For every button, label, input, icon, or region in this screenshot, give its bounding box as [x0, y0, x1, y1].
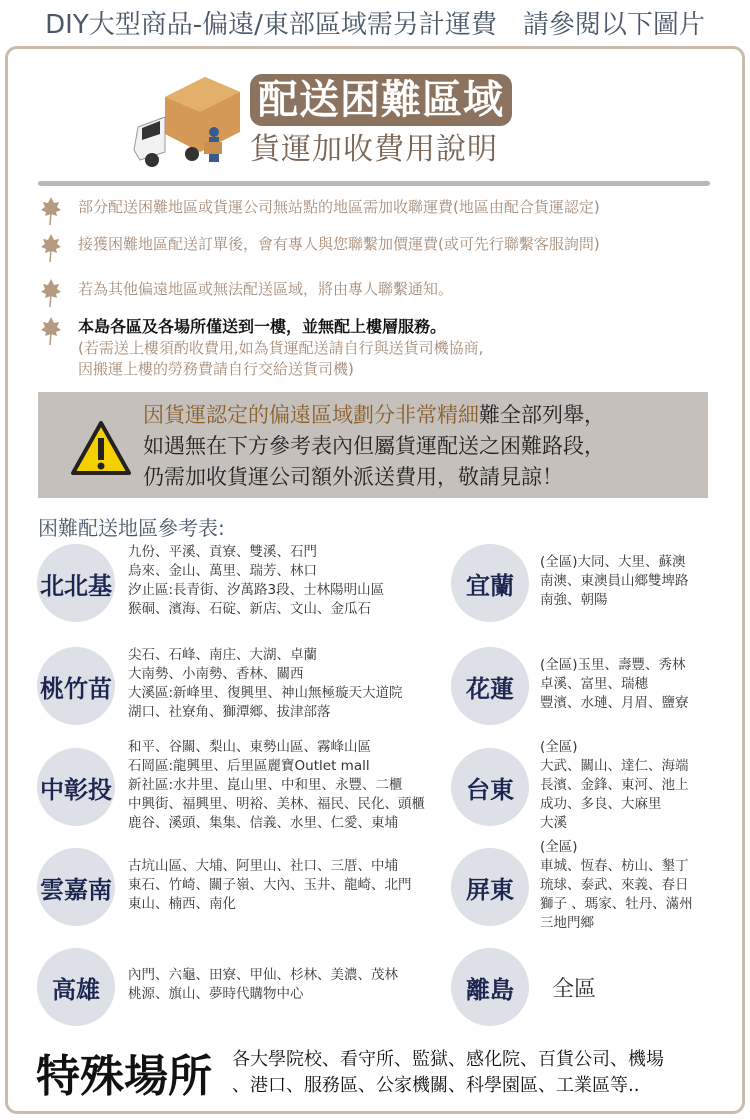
- region-areas: [540, 656, 689, 713]
- region-areas: [128, 857, 412, 914]
- region-area-line: 尖石、石峰、南庄、大湖、卓蘭: [128, 647, 317, 663]
- bullet-text: 部分配送困難地區或貨運公司無站點的地區需加收聯運費(地區由配合貨運認定): [78, 198, 600, 216]
- region-area-line: 卓溪、富里、瑞穗: [540, 675, 648, 692]
- maple-leaf-icon: [40, 196, 62, 226]
- region-area-line: (全區): [540, 838, 578, 855]
- bullet-text: 本島各區及各場所僅送到一樓，並無配上樓層服務。: [78, 317, 447, 336]
- region-areas: [128, 646, 403, 722]
- region-area-line: 桃源、旗山、夢時代購物中心: [128, 986, 304, 1002]
- region-area-line: 豐濱、水璉、月眉、鹽寮: [540, 694, 689, 711]
- bullet-item: [40, 278, 453, 308]
- region-area-line: (全區): [540, 738, 578, 755]
- region-area-line: 九份、平溪、貢寮、雙溪、石門: [128, 544, 317, 560]
- special-places-text: [232, 1047, 664, 1099]
- region-name-badge: 桃竹苗: [37, 647, 115, 725]
- region-area-line: 車城、恆春、枋山、墾丁: [540, 857, 689, 874]
- delivery-truck-icon: [130, 72, 245, 172]
- region-area-line: 大溪: [540, 814, 567, 831]
- region-area-line: 猴硐、濱海、石碇、新店、文山、金瓜石: [128, 601, 371, 617]
- special-places-title: 特殊場所: [36, 1051, 212, 1102]
- region-areas: [128, 966, 398, 1004]
- page-title: DIY大型商品-偏遠/東部區域需另計運費 請參閱以下圖片: [45, 10, 705, 40]
- bullet-subtext: (若需送上樓須酌收費用,如為貨運配送請自行與送貨司機協商,: [78, 339, 484, 357]
- bullet-item: [40, 233, 600, 263]
- special-line2: 、港口、服務區、公家機關、科學園區、工業區等..: [232, 1075, 640, 1096]
- maple-leaf-icon: [40, 233, 62, 263]
- region-area-line: 東石、竹崎、關子嶺、大內、玉井、龍崎、北門: [128, 876, 412, 893]
- region-area-line: 長濱、金鋒、東河、池上: [540, 776, 689, 793]
- region-area-line: 大南勢、小南勢、香林、關西: [128, 666, 304, 682]
- region-name-badge: 中彰投: [37, 748, 115, 826]
- region-areas: [540, 838, 693, 933]
- warning-box: [38, 392, 708, 498]
- maple-leaf-icon: [40, 316, 62, 346]
- region-all-areas: 全區: [552, 977, 597, 1002]
- header-subtitle: 貨運加收費用說明: [250, 132, 498, 167]
- region-area-line: 南澳、東澳員山鄉雙埤路: [540, 572, 689, 589]
- region-area-line: (全區)大同、大里、蘇澳: [540, 553, 686, 570]
- bullet-text: 接獲困難地區配送訂單後，會有專人與您聯繫加價運費(或可先行聯繫客服詢問): [78, 235, 600, 253]
- region-area-line: 湖口、社寮角、獅潭鄉、拔津部落: [128, 704, 331, 720]
- warning-icon: [70, 420, 132, 476]
- region-area-line: 內門、六龜、田寮、甲仙、杉林、美濃、茂林: [128, 967, 398, 983]
- region-area-line: 三地門鄉: [540, 914, 594, 931]
- region-name-badge: 高雄: [37, 948, 115, 1026]
- region-area-line: 中興街、福興里、明裕、美林、福民、民化、頭櫃: [128, 795, 425, 812]
- region-name-badge: 雲嘉南: [37, 848, 115, 926]
- region-area-line: 成功、多良、大麻里: [540, 795, 662, 812]
- bullet-item: [40, 316, 483, 380]
- region-name-badge: 屏東: [451, 848, 529, 926]
- region-area-line: 古坑山區、大埔、阿里山、社口、三厝、中埔: [128, 857, 398, 874]
- header-title: 配送困難區域: [250, 74, 512, 126]
- special-line1: 各大學院校、看守所、監獄、感化院、百貨公司、機場: [232, 1049, 664, 1070]
- region-area-line: 石岡區:龍興里、后里區麗寶Outlet mall: [128, 757, 370, 774]
- region-name-badge: 北北基: [37, 544, 115, 622]
- warning-line1: 難全部列舉，: [479, 403, 605, 427]
- region-area-line: 獅子 、瑪家、牡丹、滿州: [540, 895, 693, 912]
- bullet-item: [40, 196, 600, 226]
- region-area-line: 汐止區:長青街、汐萬路3段、士林陽明山區: [128, 582, 385, 598]
- maple-leaf-icon: [40, 278, 62, 308]
- bullet-subtext: 因搬運上樓的勞務費請自行交給送貨司機): [78, 360, 354, 378]
- warning-text: [143, 400, 605, 493]
- region-name-badge: 離島: [451, 948, 529, 1026]
- region-area-line: 大溪區:新峰里、復興里、神山無極璇天大道院: [128, 685, 403, 701]
- region-area-line: (全區)玉里、壽豐、秀林: [540, 656, 686, 673]
- region-name-badge: 花蓮: [451, 647, 529, 725]
- region-areas: [128, 543, 384, 619]
- region-areas: [540, 553, 689, 610]
- warning-line2: 如遇無在下方參考表內但屬貨運配送之困難路段，: [143, 434, 605, 458]
- region-area-line: 鹿谷、溪頭、集集、信義、水里、仁愛、東埔: [128, 814, 398, 831]
- warning-highlight: 因貨運認定的偏遠區域劃分非常精細: [143, 403, 479, 427]
- region-areas: [128, 738, 425, 833]
- region-areas: [540, 738, 689, 833]
- region-area-line: 琉球、泰武、來義、春日: [540, 876, 689, 893]
- reference-table-title: 困難配送地區參考表:: [38, 516, 225, 540]
- region-area-line: 南強、朝陽: [540, 591, 608, 608]
- bullet-text: 若為其他偏遠地區或無法配送區域，將由專人聯繫通知。: [78, 280, 454, 298]
- region-area-line: 大武、關山、達仁、海端: [540, 757, 689, 774]
- region-area-line: 東山、楠西、南化: [128, 895, 236, 912]
- divider: [38, 181, 710, 186]
- region-name-badge: 台東: [451, 748, 529, 826]
- region-name-badge: 宜蘭: [451, 544, 529, 622]
- warning-line3: 仍需加收貨運公司額外派送費用，敬請見諒！: [143, 465, 563, 489]
- region-area-line: 和平、谷關、梨山、東勢山區、霧峰山區: [128, 738, 371, 755]
- region-area-line: 新社區:水井里、崑山里、中和里、永豐、二櫃: [128, 776, 403, 793]
- region-area-line: 烏來、金山、萬里、瑞芳、林口: [128, 563, 317, 579]
